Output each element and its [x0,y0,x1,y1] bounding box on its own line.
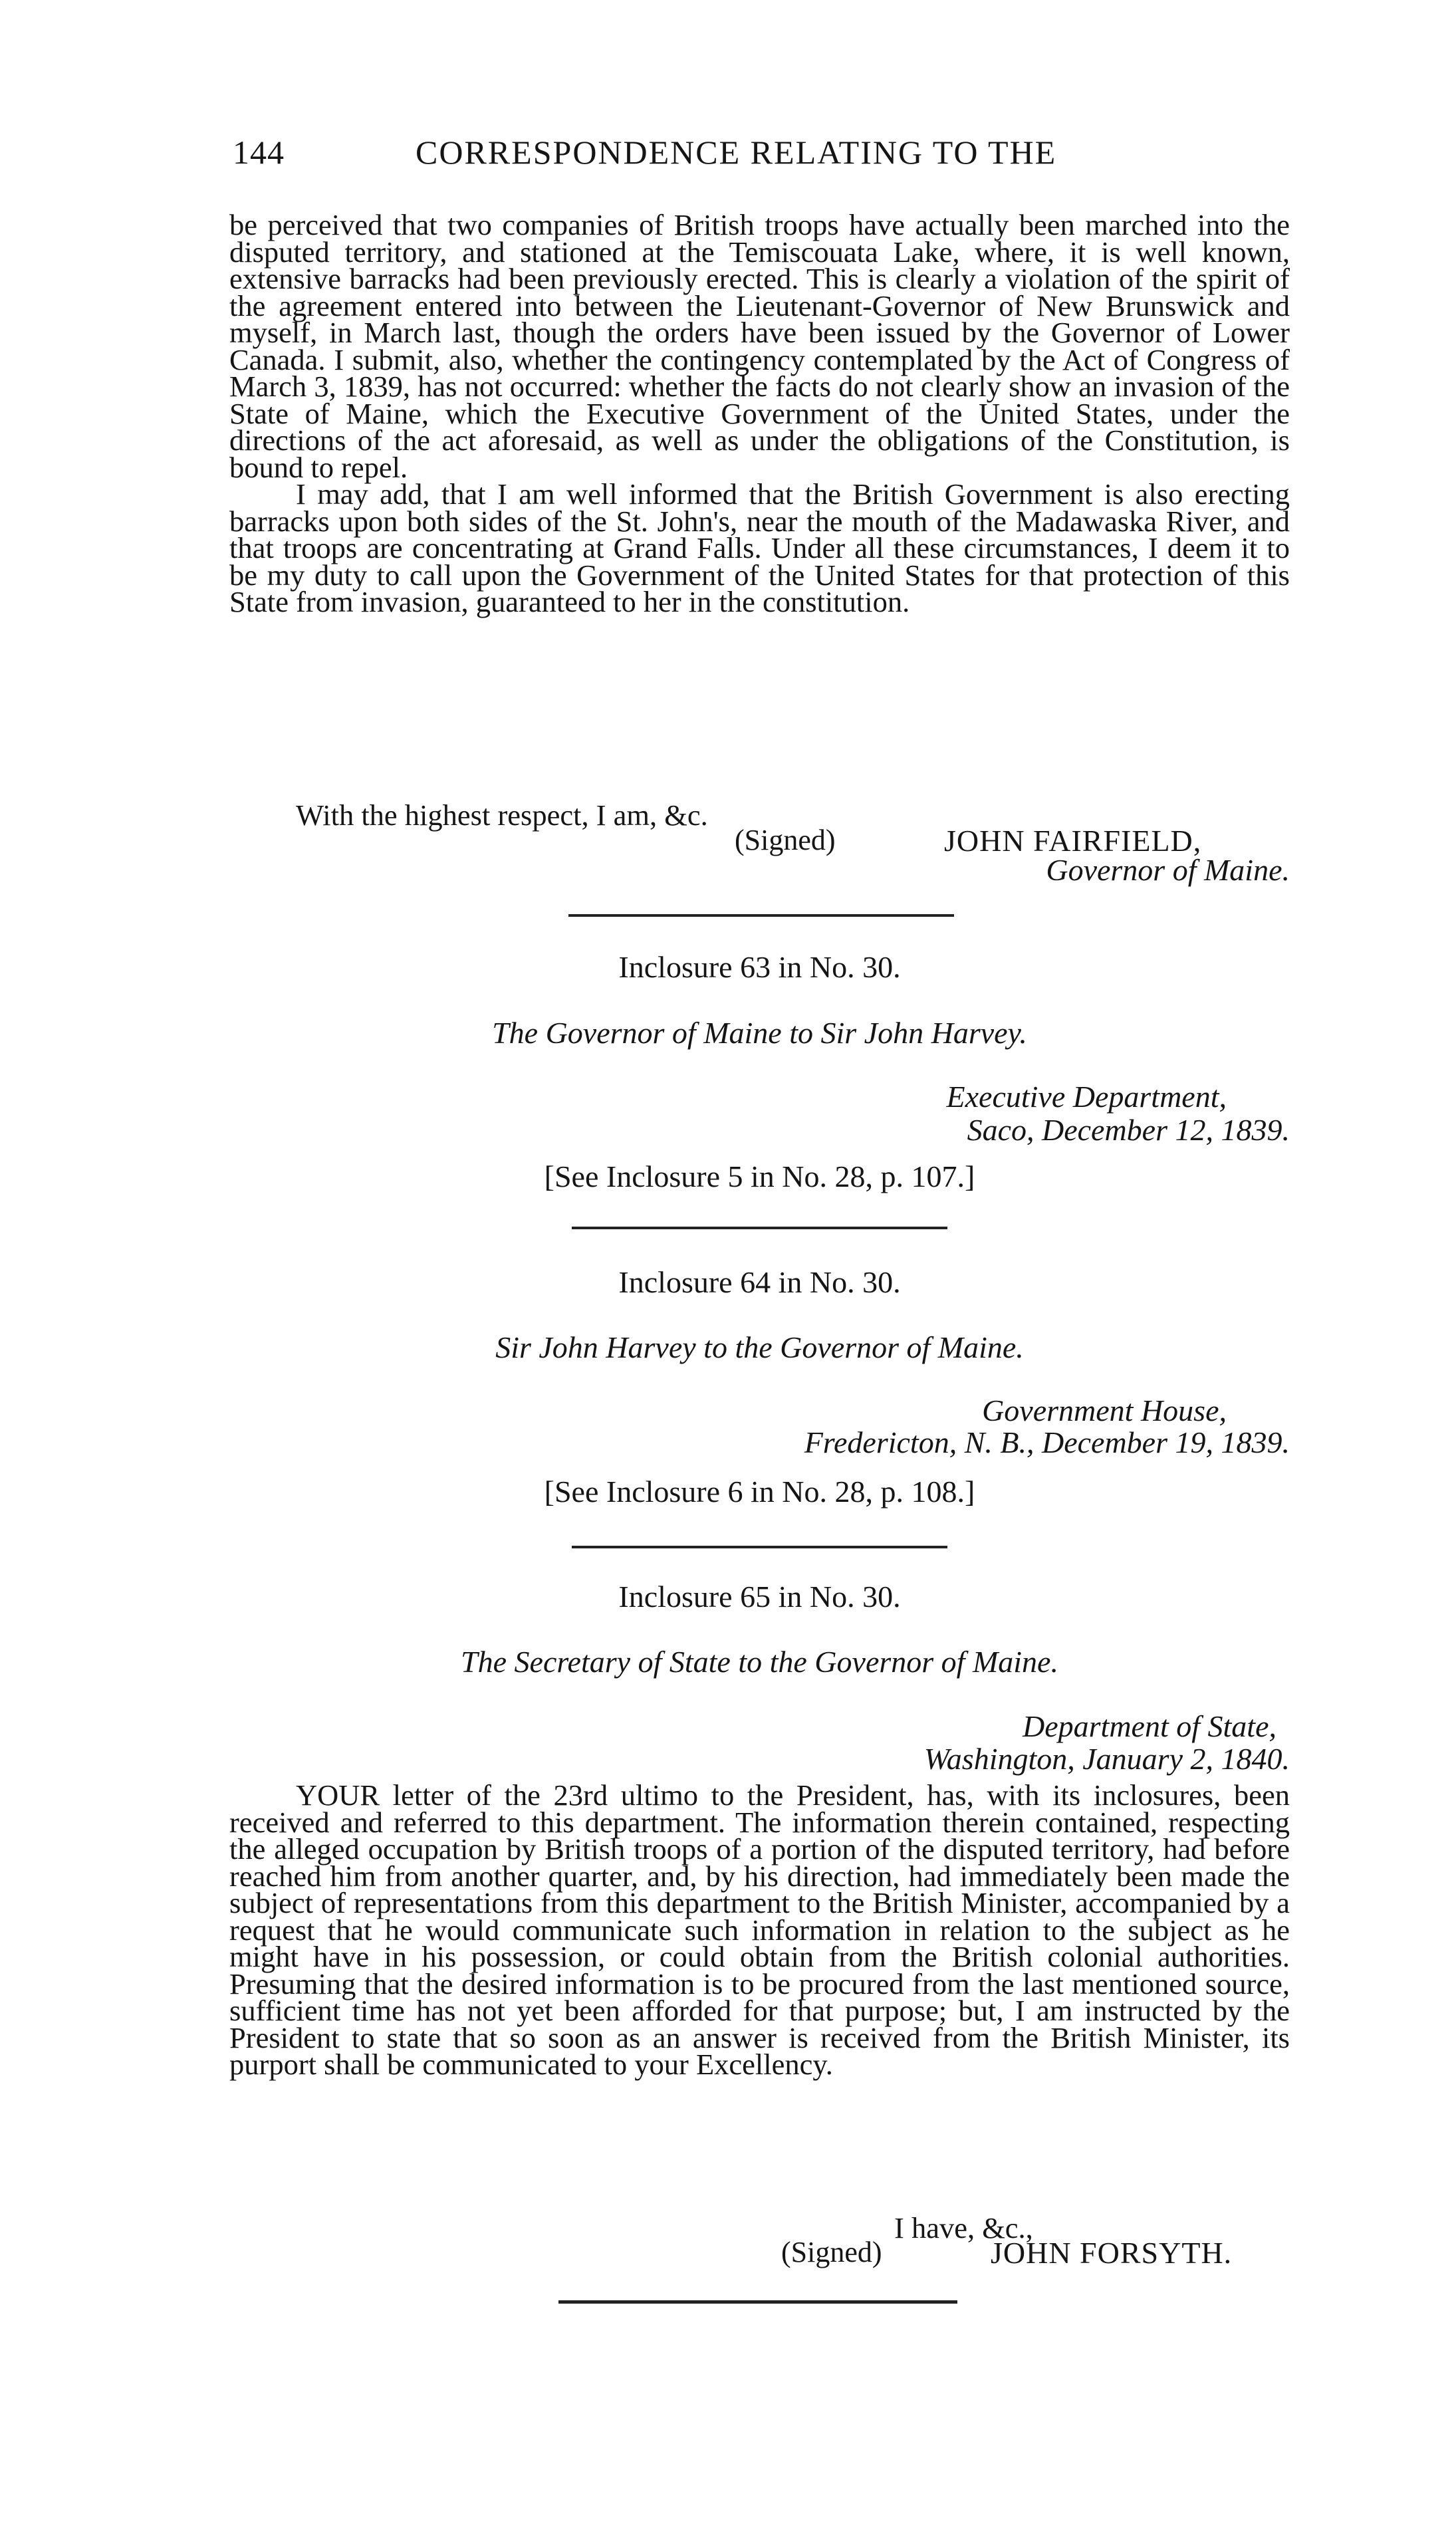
running-title: CORRESPONDENCE RELATING TO THE [416,134,1057,171]
letter-forsyth-body [229,1778,1290,2081]
signed-label: (Signed) [735,824,836,856]
letter-place: Department of State, [1023,1709,1276,1743]
inclosure-title: Sir John Harvey to the Governor of Maine. [495,1330,1024,1364]
section-divider [568,914,954,917]
closing-rule [558,2300,957,2304]
letter-date: Saco, December 12, 1839. [967,1113,1290,1147]
signer-name: JOHN FAIRFIELD, [944,824,1202,858]
inclosure-title: The Governor of Maine to Sir John Harvey. [492,1016,1027,1050]
letter-date: Washington, January 2, 1840. [923,1742,1290,1776]
closing-line: I have, &c., [894,2211,1033,2244]
inclosure-reference: [See Inclosure 5 in No. 28, p. 107.] [544,1159,975,1193]
signer-title: Governor of Maine. [1046,853,1290,887]
inclosure-title: The Secretary of State to the Governor of Maine. [461,1645,1058,1679]
page-number: 144 [233,134,285,171]
inclosure-heading: Inclosure 64 in No. 30. [618,1265,901,1299]
inclosure-reference: [See Inclosure 6 in No. 28, p. 108.] [544,1475,975,1508]
inclosure-heading: Inclosure 65 in No. 30. [618,1580,901,1614]
letter-fairfield-body [229,208,1290,618]
signer-name: JOHN FORSYTH. [991,2236,1233,2270]
body-paragraph: YOUR letter of the 23rd ultimo to the President, has, with its inclosures, been received and referred to this department. The information therein contained, respecting the alleged occupation by British troops of a portion of the disputed territory, had before reached him from another quarter, and, by his direction, had immediately been made the subject of representations from this department to the British Minister, accompanied by a request that he would communicate such information in relation to the subject as he might have in his possession, or could obtain from the British colonial authorities. Presuming that the desired information is to be procured from the last mentioned source, sufficient time has not yet been afforded for that purpose; but, I am instructed by the President to state that so soon as an answer is received from the British Minister, its purport shall be communicated to your Excellency. [229,1778,1290,2081]
body-paragraph: I may add, that I am well informed that the British Government is also erecting barracks upon both sides of the St. John's, near the mouth of the Madawaska River, and that troops are concentrating at Grand Falls. Under all these circumstances, I deem it to be my duty to call upon the Government of the United States for that protection of this State from invasion, guaranteed to her in the constitution. [229,477,1290,618]
closing-line: With the highest respect, I am, &c. [296,798,708,832]
letter-place: Government House, [982,1393,1227,1427]
signed-label: (Signed) [781,2236,882,2268]
letter-date: Fredericton, N. B., December 19, 1839. [804,1425,1290,1459]
page-header [226,133,1290,186]
inclosure-heading: Inclosure 63 in No. 30. [618,950,901,984]
section-divider [572,1227,947,1229]
letter-place: Executive Department, [946,1080,1227,1114]
section-divider [572,1546,947,1548]
body-paragraph: be perceived that two companies of British troops have actually been marched into the disputed territory, and stationed at the Temiscouata Lake, where, it is well known, extensive barracks had been previously erected. This is clearly a violation of the spirit of the agreement entered into between the Lieutenant-Governor of New Brunswick and myself, in March last, though the orders have been issued by the Governor of Lower Canada. I submit, also, whether the contingency contemplated by the Act of Congress of March 3, 1839, has not occurred: whether the facts do not clearly show an invasion of the State of Maine, which the Executive Government of the United States, under the directions of the act aforesaid, as well as under the obligations of the Constitution, is bound to repel. [229,208,1290,484]
